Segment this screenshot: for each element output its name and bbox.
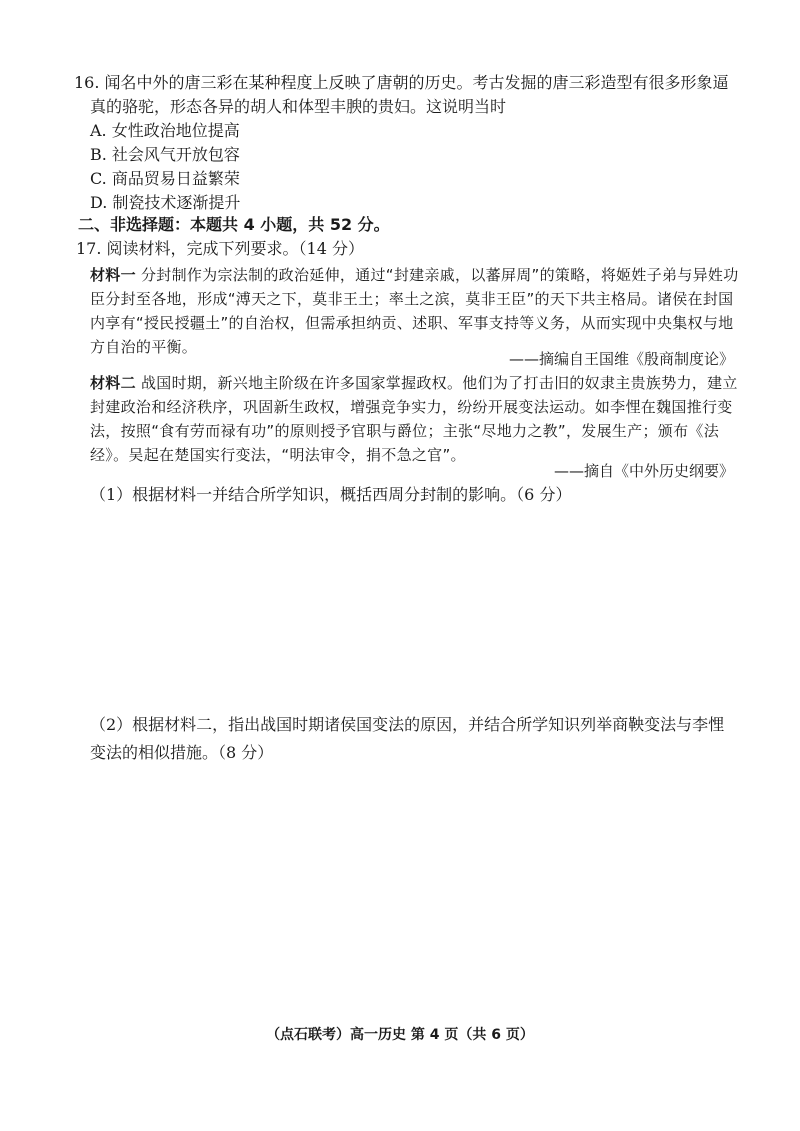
q16-option-a: A. 女性政治地位提高 — [90, 121, 240, 140]
material-one-label: 材料一 — [90, 266, 136, 284]
material-one-source: ——摘编自王国维《殷商制度论》 — [508, 350, 734, 368]
question-16-stem: 16. 闻名中外的唐三彩在某种程度上反映了唐朝的历史。考古发掘的唐三彩造型有很多形象逼真的骆驼，形态各异的胡人和体型丰腴的贵妇。这说明当时 — [74, 73, 729, 116]
question-17-stem: 17. 阅读材料，完成下列要求。（14 分） — [76, 239, 364, 258]
q16-option-c: C. 商品贸易日益繁荣 — [90, 169, 240, 188]
material-one-text: 分封制作为宗法制的政治延伸，通过“封建亲戚，以蕃屏周”的策略，将姬姓子弟与异姓功臣分封至各地，形成“溥天之下，莫非王土；率土之滨，莫非王臣”的天下共主格局。诸侯在封国内享有“授民授疆土”的自治权，但需承担纳贡、述职、军事支持等义务，从而实现中央集权与地方自治的平衡。 — [90, 266, 739, 356]
material-two-source: ——摘自《中外历史纲要》 — [553, 462, 734, 480]
q16-option-d: D. 制瓷技术逐渐提升 — [90, 193, 241, 212]
page-footer: （点石联考）高一历史 第 4 页（共 6 页） — [266, 1027, 534, 1043]
material-one — [90, 263, 740, 359]
section-heading-non-choice: 二、非选择题：本题共 4 小题，共 52 分。 — [78, 215, 390, 234]
q16-option-b: B. 社会风气开放包容 — [90, 145, 240, 164]
material-two — [90, 371, 740, 467]
q17-sub-question-1: （1）根据材料一并结合所学知识，概括西周分封制的影响。（6 分） — [90, 485, 572, 504]
material-two-text: 战国时期，新兴地主阶级在许多国家掌握政权。他们为了打击旧的奴隶主贵族势力，建立封建政治和经济秩序，巩固新生政权，增强竞争实力，纷纷开展变法运动。如李悝在魏国推行变法，按照“食有劳而禄有功”的原则授予官职与爵位；主张“尽地力之教”，发展生产；颁布《法经》。吴起在楚国实行变法，“明法审令，捐不急之官”。 — [90, 374, 738, 464]
material-two-label: 材料二 — [90, 374, 136, 392]
q17-sub-question-2: （2）根据材料二，指出战国时期诸侯国变法的原因，并结合所学知识列举商鞅变法与李悝变法的相似措施。（8 分） — [90, 715, 725, 762]
